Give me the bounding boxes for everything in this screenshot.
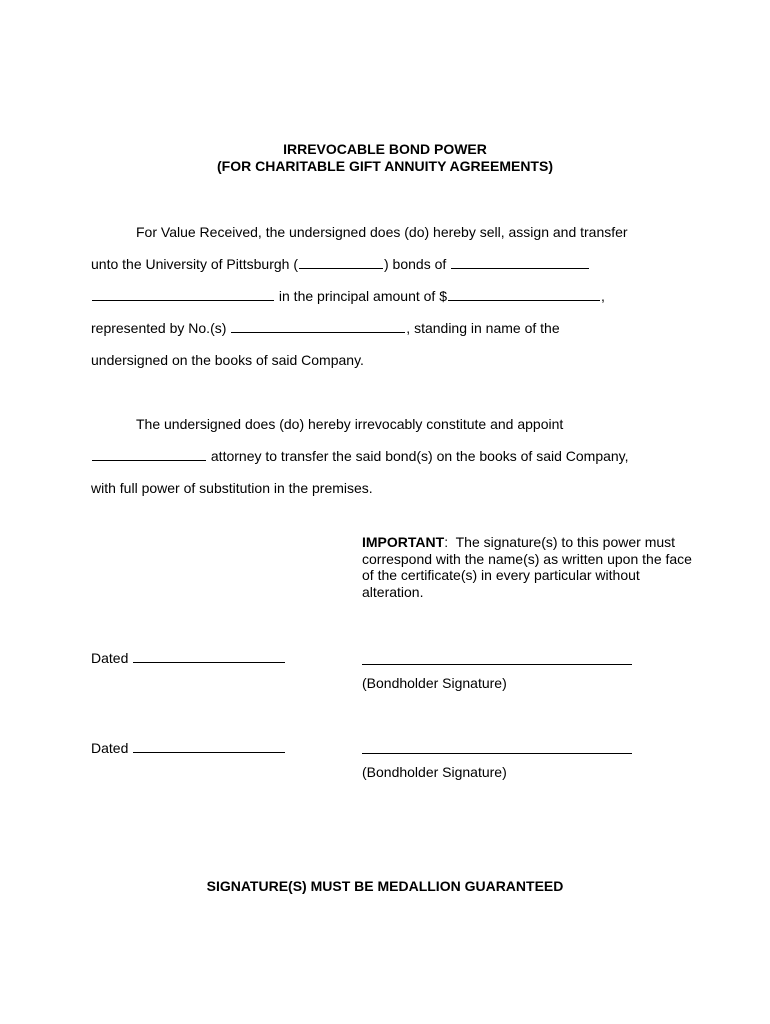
transfer-statement-line-1: For Value Received, the undersigned does (do) hereby sell, assign and transfer <box>136 224 628 240</box>
transfer-statement-line-3 <box>91 288 605 304</box>
bond-count-field[interactable] <box>299 256 383 269</box>
document-subtitle: (FOR CHARITABLE GIFT ANNUITY AGREEMENTS) <box>217 158 553 174</box>
transfer-statement-line-5: undersigned on the books of said Company. <box>91 352 364 368</box>
appointment-statement-line-3: with full power of substitution in the premises. <box>91 480 373 496</box>
dated-row-1 <box>91 650 286 666</box>
standing-in-name-text: , standing in name of the <box>406 320 560 336</box>
important-label: IMPORTANT <box>362 534 445 550</box>
transfer-statement-line-2 <box>91 256 590 272</box>
medallion-guarantee-notice: SIGNATURE(S) MUST BE MEDALLION GUARANTEED <box>206 878 564 894</box>
university-text: unto the University of Pittsburgh ( <box>91 256 298 272</box>
signature-line-1[interactable] <box>362 664 632 665</box>
appointment-statement-line-2 <box>91 448 629 464</box>
represented-by-text: represented by No.(s) <box>91 320 227 336</box>
date-field-1[interactable] <box>133 650 285 663</box>
important-text: The signature(s) to this power must correspond with the name(s) as written upon the face of the certificate(s) in every particular without alteration. <box>362 534 692 600</box>
dated-label: Dated <box>91 740 129 756</box>
signature-caption-2: (Bondholder Signature) <box>362 764 507 780</box>
signature-line-2[interactable] <box>362 753 632 754</box>
important-notice <box>362 534 692 600</box>
certificate-numbers-field[interactable] <box>231 320 405 333</box>
attorney-name-field[interactable] <box>92 448 206 461</box>
comma-text: , <box>601 288 605 304</box>
bond-description-field[interactable] <box>92 288 274 301</box>
dated-row-2 <box>91 740 286 756</box>
dated-label: Dated <box>91 650 129 666</box>
important-colon: : <box>444 534 449 550</box>
principal-amount-field[interactable] <box>448 288 600 301</box>
attorney-text: attorney to transfer the said bond(s) on the books of said Company, <box>210 448 629 464</box>
bonds-of-text: ) bonds of <box>384 256 447 272</box>
bond-issuer-field[interactable] <box>451 256 589 269</box>
document-title: IRREVOCABLE BOND POWER <box>283 141 487 157</box>
principal-amount-text: in the principal amount of $ <box>278 288 447 304</box>
transfer-statement-line-4 <box>91 320 560 336</box>
appointment-statement-line-1: The undersigned does (do) hereby irrevocably constitute and appoint <box>136 416 564 432</box>
signature-caption-1: (Bondholder Signature) <box>362 675 507 691</box>
date-field-2[interactable] <box>133 740 285 753</box>
